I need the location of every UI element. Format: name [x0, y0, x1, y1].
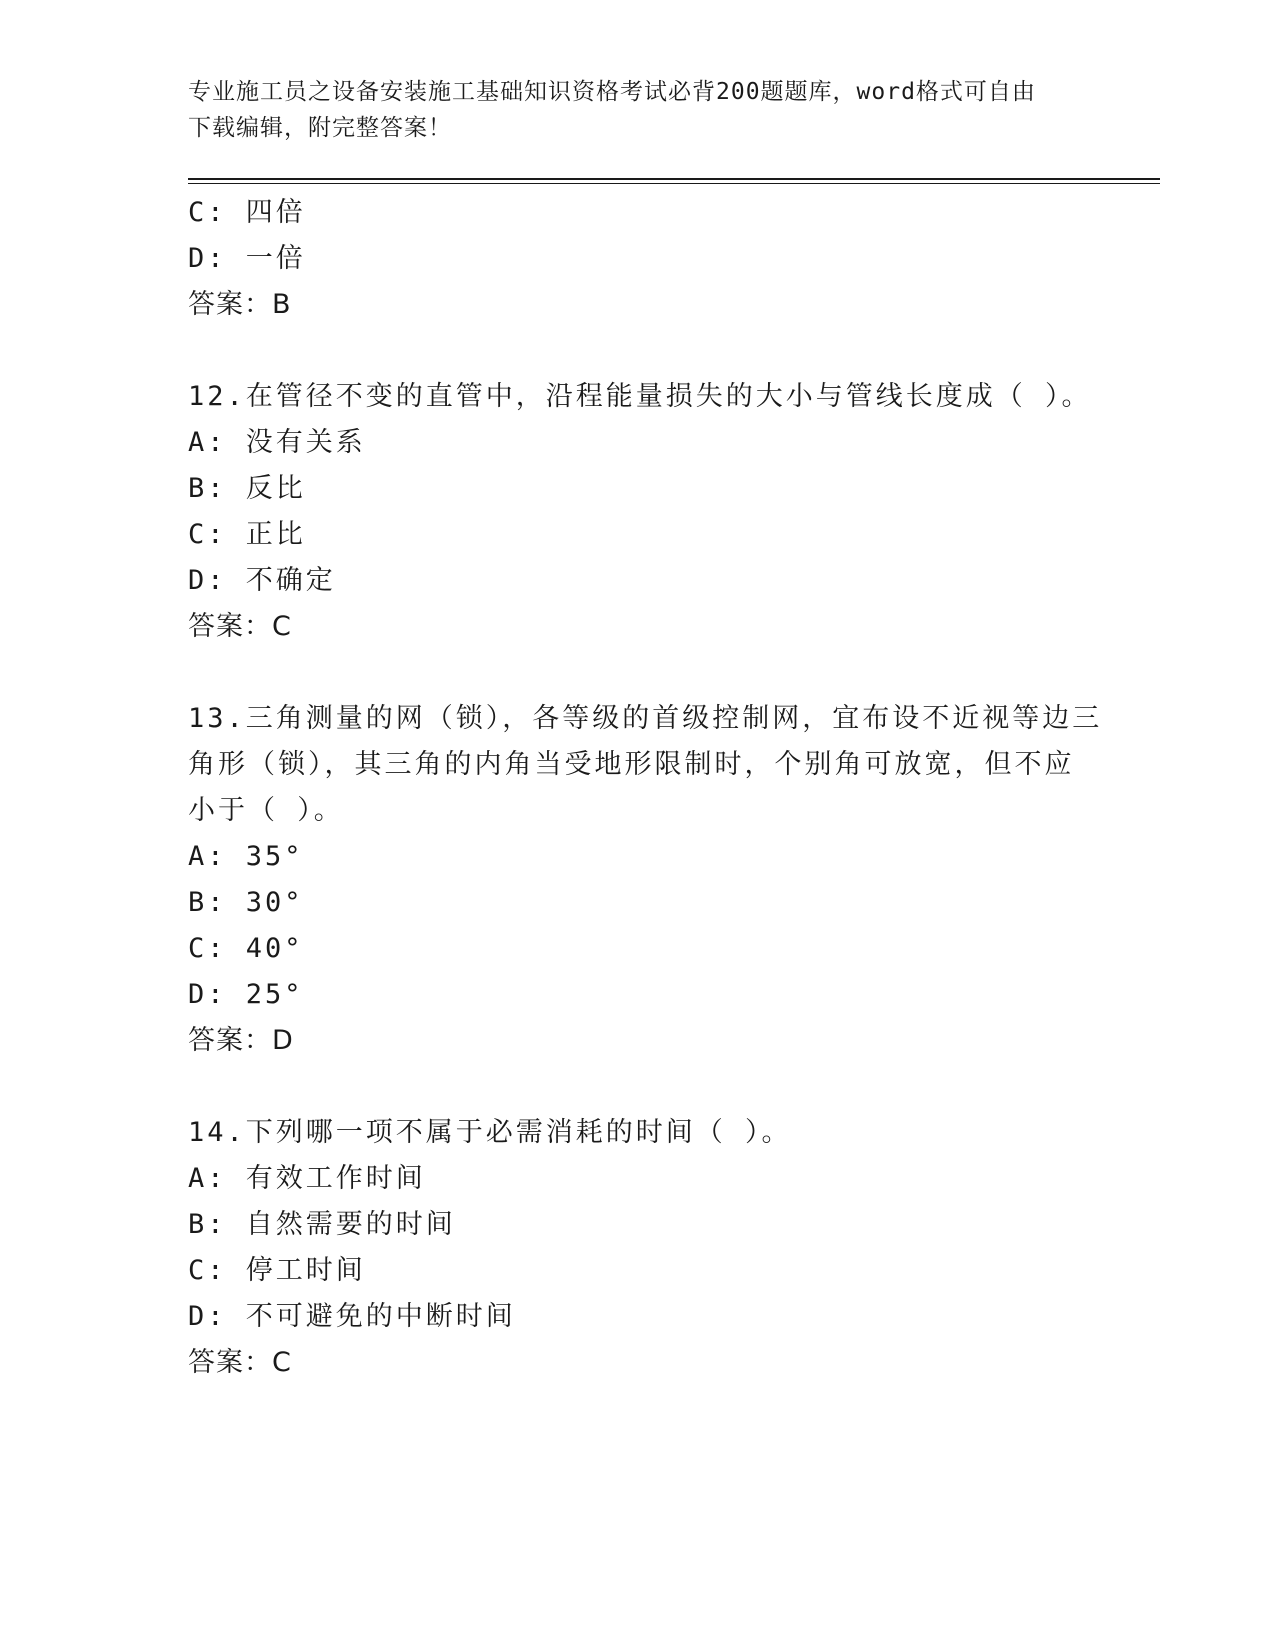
question-text-line-1: 13.三角测量的网（锁），各等级的首级控制网，宜布设不近视等边三 — [188, 703, 1103, 734]
question-text-line-2: 角形（锁），其三角的内角当受地形限制时，个别角可放宽，但不应 — [188, 749, 1075, 780]
option-d: D: 一倍 — [188, 243, 306, 274]
header-rule-thick — [188, 178, 1160, 180]
spacer — [188, 650, 1088, 696]
header-rule-thin — [188, 183, 1160, 184]
spacer — [188, 328, 1088, 374]
question-text: 12.在管径不变的直管中，沿程能量损失的大小与管线长度成（ ）。 — [188, 381, 1092, 412]
answer: 答案：B — [188, 289, 292, 320]
option-c: C: 40° — [188, 933, 304, 964]
question-14 — [188, 1110, 1088, 1386]
option-c: C: 停工时间 — [188, 1255, 366, 1286]
option-a: A: 没有关系 — [188, 427, 366, 458]
option-a: A: 35° — [188, 841, 304, 872]
option-d: D: 25° — [188, 979, 304, 1010]
header-title-line-1: 专业施工员之设备安装施工基础知识资格考试必背200题题库，word格式可自由 — [188, 79, 1036, 105]
document-body — [188, 190, 1103, 1386]
answer: 答案：C — [188, 611, 292, 642]
question-13 — [188, 696, 1103, 1064]
option-c: C: 四倍 — [188, 197, 306, 228]
document-header — [188, 74, 1088, 146]
question-11-continued — [188, 190, 1088, 328]
spacer — [188, 1064, 1088, 1110]
option-d: D: 不确定 — [188, 565, 336, 596]
header-title-line-2: 下载编辑，附完整答案！ — [188, 115, 452, 141]
question-text: 14.下列哪一项不属于必需消耗的时间（ ）。 — [188, 1117, 792, 1148]
option-d: D: 不可避免的中断时间 — [188, 1301, 516, 1332]
option-b: B: 自然需要的时间 — [188, 1209, 456, 1240]
answer: 答案：C — [188, 1347, 292, 1378]
option-c: C: 正比 — [188, 519, 306, 550]
question-text-line-3: 小于（ ）。 — [188, 795, 344, 826]
answer: 答案：D — [188, 1025, 294, 1056]
option-b: B: 30° — [188, 887, 304, 918]
question-12 — [188, 374, 1092, 650]
option-a: A: 有效工作时间 — [188, 1163, 426, 1194]
option-b: B: 反比 — [188, 473, 306, 504]
